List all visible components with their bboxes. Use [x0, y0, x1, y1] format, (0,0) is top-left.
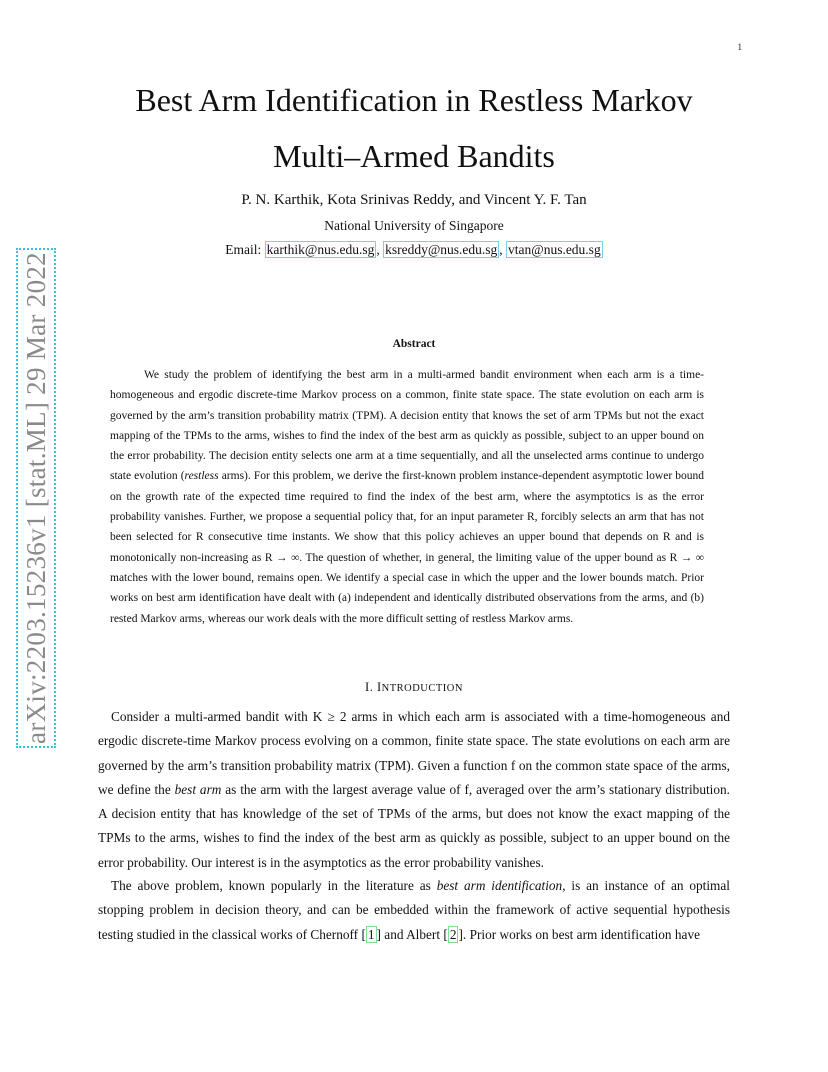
affiliation: National University of Singapore	[324, 218, 504, 233]
section-number: I.	[365, 680, 377, 694]
cite-close-bracket-2: ]	[458, 926, 463, 942]
intro-p2-part-2: , is an instance of an optimal stopping problem in decision theory, and can be embedded within the framework of active sequential hypothesis testing studied in the classical works of Chernoff	[98, 878, 730, 942]
paper-title-line-2: Multi–Armed Bandits	[273, 138, 555, 174]
paper-title	[90, 72, 738, 184]
email-separator: ,	[376, 242, 384, 257]
intro-p1-part-2: as the arm with the largest average value of f, averaged over the arm’s stationary distribution. A decision entity that has knowledge of the set of TPMs of the arms, but does not know the exact mapping of the TPMs to the arms, wishes to find the index of the best arm as quickly as possible, subject to an upper bound on the error probability. Our interest is in the asymptotics as the error probability vanishes.	[98, 781, 730, 870]
intro-p2-part-4: . Prior works on best arm identification have	[462, 926, 700, 942]
arxiv-identifier-stamp[interactable]: arXiv:2203.15236v1 [stat.ML] 29 Mar 2022	[16, 248, 56, 748]
email-line	[90, 242, 738, 258]
abstract-heading: Abstract	[392, 338, 436, 350]
intro-p2-part-3: and Albert	[380, 926, 444, 942]
citation-link-1[interactable]: 1	[367, 926, 375, 942]
abstract-text-part-2: arms). For this problem, we derive the first-known problem instance-dependent asymptotic lower bound on the growth rate of the expected time required to find the index of the best arm, where the asymptotics is as the error probability vanishes. Further, we propose a sequential policy that, for an input parameter R, forcibly selects an arm that has not been selected for R consecutive time instants. We show that this policy achieves an upper bound that depends on R and is monotonically non-increasing as R → ∞. The question of whether, in general, the limiting value of the upper bound as R → ∞ matches with the lower bound, remains open. We identify a special case in which the upper and the lower bounds match. Prior works on best arm identification have dealt with (a) independent and identically distributed observations from the arms, and (b) rested Markov arms, whereas our work deals with the more difficult setting of restless Markov arms.	[110, 470, 705, 625]
abstract-body	[110, 365, 704, 629]
email-link-ksreddy[interactable]: ksreddy@nus.edu.sg	[385, 242, 498, 257]
abstract-restless-emphasis: restless	[184, 470, 219, 483]
cite-open-bracket-1: [	[361, 926, 366, 942]
author-list: P. N. Karthik, Kota Srinivas Reddy, and Vincent Y. F. Tan	[241, 192, 587, 208]
cite-open-bracket-2: [	[443, 926, 448, 942]
intro-best-arm-emphasis: best arm	[174, 781, 222, 797]
email-link-vtan[interactable]: vtan@nus.edu.sg	[508, 242, 601, 257]
intro-paragraph-2	[98, 874, 730, 947]
section-heading-introduction	[90, 680, 738, 695]
intro-paragraph-1	[98, 705, 730, 875]
page-number: 1	[737, 42, 742, 52]
intro-p1-part-1: Consider a multi-armed bandit with K ≥ 2 arms in which each arm is associated with a time-homogeneous and ergodic discrete-time Markov process evolving on a common, finite state space. The state evolutions on each arm are governed by the arm’s transition probability matrix (TPM). Given a function f on the common state space of the arms, we define the	[98, 709, 730, 797]
intro-bai-emphasis: best arm identification	[436, 878, 563, 893]
paper-title-line-1: Best Arm Identification in Restless Markov	[135, 82, 693, 118]
email-separator: ,	[499, 242, 507, 257]
email-link-karthik[interactable]: karthik@nus.edu.sg	[266, 242, 375, 257]
section-title-rest: NTRODUCTION	[381, 683, 463, 694]
cite-close-bracket-1: ]	[376, 926, 381, 942]
intro-p2-part-1: The above problem, known popularly in the literature as	[111, 878, 437, 893]
section-title-initial: I	[376, 680, 382, 694]
citation-link-2[interactable]: 2	[449, 926, 457, 942]
abstract-text-part-1: We study the problem of identifying the best arm in a multi-armed bandit environment when each arm is a time-homogeneous and ergodic discrete-time Markov process on a common, finite state space. The state evolution on each arm is governed by the arm’s transition probability matrix (TPM). A decision entity that knows the set of arm TPMs but not the exact mapping of the TPMs to the arms, wishes to find the index of the best arm as quickly as possible, subject to an upper bound on the error probability. The decision entity selects one arm at a time sequentially, and all the unselected arms continue to undergo state evolution (	[110, 369, 704, 483]
email-prefix: Email:	[225, 242, 265, 257]
